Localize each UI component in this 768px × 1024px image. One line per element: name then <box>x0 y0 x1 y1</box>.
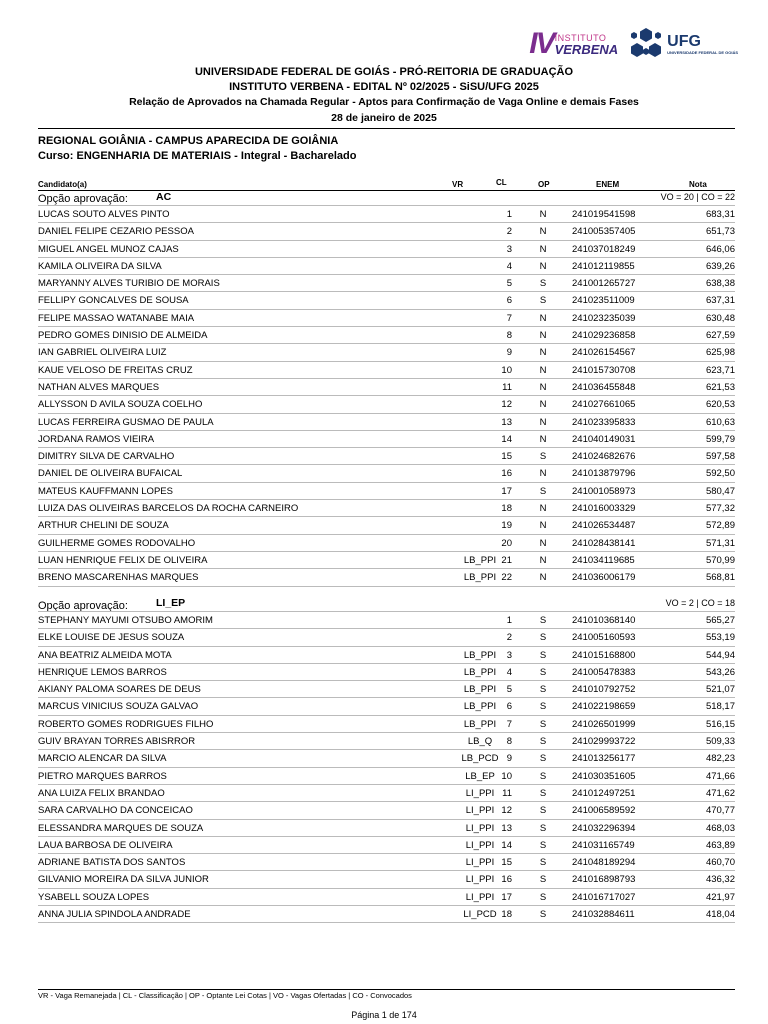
candidate-name: KAMILA OLIVEIRA DA SILVA <box>38 260 162 272</box>
optante: N <box>539 554 547 566</box>
table-row <box>38 361 735 378</box>
optante: S <box>539 718 547 730</box>
classificacao: 16 <box>501 468 512 480</box>
candidate-name: JORDANA RAMOS VIEIRA <box>38 433 155 445</box>
classificacao: 18 <box>501 503 512 515</box>
enem-number: 241022198659 <box>572 701 636 713</box>
optante: S <box>539 295 547 307</box>
classificacao: 17 <box>501 485 512 497</box>
table-row <box>38 646 735 663</box>
col-candidato: Candidato(a) <box>38 180 87 189</box>
nota: 638,38 <box>705 278 735 290</box>
ufg-name: UFG <box>667 32 701 50</box>
col-cl: CL <box>496 178 507 187</box>
enem-number: 241048189294 <box>572 857 636 869</box>
classificacao: 12 <box>501 805 512 817</box>
section-label: Opção aprovação: <box>38 600 128 612</box>
enem-number: 241005160593 <box>572 632 636 644</box>
classificacao: 7 <box>506 312 512 324</box>
section-vo-co: VO = 2 | CO = 18 <box>665 598 735 608</box>
candidate-name: ELESSANDRA MARQUES DE SOUZA <box>38 822 204 834</box>
enem-number: 241036006179 <box>572 572 636 584</box>
table-row <box>38 309 735 326</box>
optante: S <box>539 684 547 696</box>
table-row <box>38 905 735 923</box>
enem-number: 241016717027 <box>572 891 636 903</box>
section-title <box>38 191 735 205</box>
nota: 570,99 <box>705 554 735 566</box>
enem-number: 241010792752 <box>572 684 636 696</box>
classificacao: 13 <box>501 822 512 834</box>
candidate-name: STEPHANY MAYUMI OTSUBO AMORIM <box>38 615 213 626</box>
optante: N <box>539 468 547 480</box>
table-row <box>38 870 735 887</box>
optante: S <box>539 649 547 661</box>
classificacao: 17 <box>501 891 512 903</box>
optante: S <box>539 805 547 817</box>
enem-number: 241016003329 <box>572 503 636 515</box>
vaga-remanejada: LI_PPI <box>465 787 495 799</box>
nota: 621,53 <box>705 381 735 393</box>
nota: 568,81 <box>705 572 735 584</box>
course-title: Curso: ENGENHARIA DE MATERIAIS - Integral - Bacharelado <box>38 150 357 162</box>
candidate-name: HENRIQUE LEMOS BARROS <box>38 666 167 678</box>
nota: 625,98 <box>705 347 735 359</box>
candidate-name: DANIEL DE OLIVEIRA BUFAICAL <box>38 468 183 480</box>
table-row <box>38 715 735 732</box>
candidate-name: ELKE LOUISE DE JESUS SOUZA <box>38 632 185 644</box>
table-row <box>38 853 735 870</box>
optante: N <box>539 503 547 515</box>
enem-number: 241023235039 <box>572 312 636 324</box>
enem-number: 241024682676 <box>572 451 636 463</box>
optante: N <box>539 381 547 393</box>
enem-number: 241013879796 <box>572 468 636 480</box>
table-row <box>38 663 735 680</box>
section-code: AC <box>156 191 172 203</box>
optante: N <box>539 364 547 376</box>
vaga-remanejada: LI_PPI <box>465 805 495 817</box>
optante: N <box>539 260 547 272</box>
vaga-remanejada: LB_PPI <box>463 718 497 730</box>
col-vr: VR <box>452 180 464 189</box>
optante: N <box>539 330 547 342</box>
nota: 463,89 <box>705 839 735 851</box>
classificacao: 9 <box>506 347 512 359</box>
enem-number: 241027661065 <box>572 399 636 411</box>
classificacao: 3 <box>506 649 512 661</box>
optante: S <box>539 632 547 644</box>
candidate-name: ANA BEATRIZ ALMEIDA MOTA <box>38 649 172 661</box>
table-row <box>38 551 735 568</box>
enem-number: 241030351605 <box>572 770 636 782</box>
classificacao: 13 <box>501 416 512 428</box>
optante: S <box>539 857 547 869</box>
classificacao: 21 <box>501 554 512 566</box>
vaga-remanejada: LB_PPI <box>463 701 497 713</box>
classificacao: 22 <box>501 572 512 584</box>
optante: N <box>539 399 547 411</box>
enem-number: 241032884611 <box>572 909 635 921</box>
candidate-name: MARCUS VINICIUS SOUZA GALVAO <box>38 701 199 713</box>
vaga-remanejada: LI_PPI <box>465 822 495 834</box>
classificacao: 4 <box>506 666 512 678</box>
table-row <box>38 697 735 714</box>
table-row <box>38 395 735 412</box>
enem-number: 241015168800 <box>572 649 636 661</box>
classificacao: 6 <box>506 295 512 307</box>
candidate-name: KAUE VELOSO DE FREITAS CRUZ <box>38 364 193 376</box>
footer-legend: VR - Vaga Remanejada | CL - Classificação | OP - Optante Lei Cotas | VO - Vagas Ofertadas | CO - Convocados <box>38 991 412 1000</box>
enem-number: 241026534487 <box>572 520 636 532</box>
enem-number: 241028438141 <box>572 537 636 549</box>
enem-number: 241005478383 <box>572 666 636 678</box>
optante: S <box>539 666 547 678</box>
vaga-remanejada: LB_PPI <box>463 649 497 661</box>
table-row <box>38 482 735 499</box>
optante: S <box>539 909 547 921</box>
table-row <box>38 499 735 516</box>
nota: 599,79 <box>705 433 735 445</box>
vaga-remanejada: LI_PPI <box>465 857 495 869</box>
optante: S <box>539 839 547 851</box>
candidate-name: LAUA BARBOSA DE OLIVEIRA <box>38 839 173 851</box>
candidate-name: SARA CARVALHO DA CONCEICAO <box>38 805 193 817</box>
classificacao: 20 <box>501 537 512 549</box>
enem-number: 241016898793 <box>572 874 636 886</box>
candidate-name: LUAN HENRIQUE FELIX DE OLIVEIRA <box>38 554 208 566</box>
candidate-name: GILVANIO MOREIRA DA SILVA JUNIOR <box>38 874 209 886</box>
nota: 468,03 <box>705 822 735 834</box>
nota: 518,17 <box>705 701 735 713</box>
nota: 683,31 <box>705 209 735 220</box>
vaga-remanejada: LI_PCD <box>463 909 497 921</box>
optante: S <box>539 787 547 799</box>
logo-instituto-text: INSTITUTO <box>554 32 607 43</box>
page-number: Página 1 de 174 <box>351 1010 417 1020</box>
classificacao: 2 <box>506 632 512 644</box>
optante: S <box>539 753 547 765</box>
candidate-name: FELLIPY GONCALVES DE SOUSA <box>38 295 189 307</box>
header-date: 28 de janeiro de 2025 <box>331 112 437 124</box>
optante: S <box>539 485 547 497</box>
table-row <box>38 819 735 836</box>
table-row <box>38 378 735 395</box>
nota: 637,31 <box>705 295 735 307</box>
nota: 571,31 <box>705 537 735 549</box>
optante: N <box>539 312 547 324</box>
nota: 553,19 <box>705 632 735 644</box>
table-row <box>38 534 735 551</box>
candidate-list <box>38 611 735 923</box>
nota: 470,77 <box>705 805 735 817</box>
enem-number: 241037018249 <box>572 243 636 255</box>
table-row <box>38 326 735 343</box>
vaga-remanejada: LB_Q <box>467 736 493 748</box>
optante: N <box>539 433 547 445</box>
classificacao: 16 <box>501 874 512 886</box>
header-line-2: INSTITUTO VERBENA - EDITAL Nº 02/2025 - SiSU/UFG 2025 <box>229 81 539 93</box>
optante: S <box>539 615 547 626</box>
table-row <box>38 611 735 628</box>
classificacao: 10 <box>501 770 512 782</box>
nota: 651,73 <box>705 226 735 238</box>
enem-number: 241001058973 <box>572 485 636 497</box>
optante: S <box>539 891 547 903</box>
nota: 592,50 <box>705 468 735 480</box>
classificacao: 1 <box>506 209 512 220</box>
candidate-name: ROBERTO GOMES RODRIGUES FILHO <box>38 718 214 730</box>
classificacao: 3 <box>506 243 512 255</box>
classificacao: 1 <box>506 615 512 626</box>
col-nota: Nota <box>689 180 707 189</box>
optante: S <box>539 451 547 463</box>
header-line-3: Relação de Aprovados na Chamada Regular - Aptos para Confirmação de Vaga Online e demais Fases <box>129 96 639 108</box>
nota: 597,58 <box>705 451 735 463</box>
section-li-ep <box>38 597 735 923</box>
classificacao: 6 <box>506 701 512 713</box>
vaga-remanejada: LB_PPI <box>463 684 497 696</box>
candidate-name: NATHAN ALVES MARQUES <box>38 381 160 393</box>
classificacao: 11 <box>502 787 512 799</box>
nota: 471,62 <box>705 787 735 799</box>
regional-title: REGIONAL GOIÂNIA - CAMPUS APARECIDA DE GOIÂNIA <box>38 135 339 147</box>
enem-number: 241013256177 <box>572 753 636 765</box>
classificacao: 7 <box>506 718 512 730</box>
header-logos <box>529 24 738 64</box>
section-ac <box>38 191 735 587</box>
col-enem: ENEM <box>596 180 620 189</box>
nota: 565,27 <box>705 615 735 626</box>
col-op: OP <box>538 180 550 189</box>
classificacao: 15 <box>501 451 512 463</box>
nota: 516,15 <box>705 718 735 730</box>
nota: 627,59 <box>705 330 735 342</box>
ufg-logo <box>628 26 738 62</box>
enem-number: 241015730708 <box>572 364 636 376</box>
candidate-name: ANNA JULIA SPINDOLA ANDRADE <box>38 909 191 921</box>
classificacao: 4 <box>506 260 512 272</box>
section-vo-co: VO = 20 | CO = 22 <box>660 192 735 202</box>
table-row <box>38 205 735 222</box>
candidate-name: LUIZA DAS OLIVEIRAS BARCELOS DA ROCHA CARNEIRO <box>38 503 299 515</box>
classificacao: 8 <box>506 736 512 748</box>
section-code: LI_EP <box>156 597 186 609</box>
optante: N <box>539 537 547 549</box>
table-row <box>38 836 735 853</box>
vaga-remanejada: LB_PCD <box>461 753 499 765</box>
vaga-remanejada: LI_PPI <box>465 839 495 851</box>
nota: 623,71 <box>705 364 735 376</box>
table-row <box>38 274 735 291</box>
header-line-1: UNIVERSIDADE FEDERAL DE GOIÁS - PRÓ-REITORIA DE GRADUAÇÃO <box>194 66 574 78</box>
vaga-remanejada: LB_PPI <box>463 666 497 678</box>
nota: 418,04 <box>705 909 735 921</box>
enem-number: 241029236858 <box>572 330 636 342</box>
enem-number: 241029993722 <box>572 736 636 748</box>
optante: N <box>539 416 547 428</box>
divider <box>38 128 735 129</box>
table-row <box>38 447 735 464</box>
optante: S <box>539 736 547 748</box>
table-row <box>38 732 735 749</box>
enem-number: 241012497251 <box>572 787 636 799</box>
table-row <box>38 343 735 360</box>
candidate-name: IAN GABRIEL OLIVEIRA LUIZ <box>38 347 167 359</box>
nota: 580,47 <box>705 485 735 497</box>
table-row <box>38 516 735 533</box>
classificacao: 5 <box>506 684 512 696</box>
enem-number: 241023395833 <box>572 416 636 428</box>
nota: 646,06 <box>705 243 735 255</box>
classificacao: 15 <box>501 857 512 869</box>
vaga-remanejada: LB_PPI <box>463 572 497 584</box>
optante: S <box>539 770 547 782</box>
ufg-subtitle: UNIVERSIDADE FEDERAL DE GOIÁS <box>667 49 738 55</box>
classificacao: 14 <box>501 839 512 851</box>
candidate-name: AKIANY PALOMA SOARES DE DEUS <box>38 684 201 696</box>
nota: 577,32 <box>705 503 735 515</box>
table-row <box>38 767 735 784</box>
enem-number: 241023511009 <box>572 295 635 307</box>
candidate-name: ANA LUIZA FELIX BRANDAO <box>38 787 165 799</box>
optante: N <box>539 243 547 255</box>
nota: 471,66 <box>705 770 735 782</box>
classificacao: 19 <box>501 520 512 532</box>
table-row <box>38 888 735 905</box>
enem-number: 241012119855 <box>572 260 635 272</box>
enem-number: 241040149031 <box>572 433 636 445</box>
enem-number: 241034119685 <box>572 554 635 566</box>
nota: 572,89 <box>705 520 735 532</box>
optante: S <box>539 701 547 713</box>
classificacao: 14 <box>501 433 512 445</box>
candidate-name: YSABELL SOUZA LOPES <box>38 891 150 903</box>
nota: 509,33 <box>705 736 735 748</box>
column-headers <box>0 178 768 190</box>
divider <box>38 989 735 990</box>
vaga-remanejada: LI_PPI <box>465 891 495 903</box>
classificacao: 5 <box>506 278 512 290</box>
enem-number: 241026154567 <box>572 347 636 359</box>
section-title <box>38 597 735 611</box>
candidate-list <box>38 205 735 587</box>
optante: N <box>539 520 547 532</box>
nota: 620,53 <box>705 399 735 411</box>
candidate-name: LUCAS FERREIRA GUSMAO DE PAULA <box>38 416 214 428</box>
table-row <box>38 680 735 697</box>
table-row <box>38 257 735 274</box>
optante: N <box>539 572 547 584</box>
nota: 460,70 <box>705 857 735 869</box>
candidate-name: FELIPE MASSAO WATANABE MAIA <box>38 312 195 324</box>
nota: 543,26 <box>705 666 735 678</box>
nota: 544,94 <box>705 649 735 661</box>
candidate-name: DIMITRY SILVA DE CARVALHO <box>38 451 175 463</box>
optante: N <box>539 347 547 359</box>
vaga-remanejada: LI_PPI <box>465 874 495 886</box>
candidate-name: PEDRO GOMES DINISIO DE ALMEIDA <box>38 330 208 342</box>
enem-number: 241001265727 <box>572 278 636 290</box>
table-row <box>38 222 735 239</box>
nota: 639,26 <box>705 260 735 272</box>
section-label: Opção aprovação: <box>38 193 128 205</box>
logo-verbena-text: VERBENA <box>554 41 619 57</box>
classificacao: 10 <box>501 364 512 376</box>
classificacao: 11 <box>502 381 512 393</box>
enem-number: 241031165749 <box>572 839 635 851</box>
classificacao: 9 <box>506 753 512 765</box>
candidate-name: DANIEL FELIPE CEZARIO PESSOA <box>38 226 194 238</box>
nota: 521,07 <box>705 684 735 696</box>
candidate-name: BRENO MASCARENHAS MARQUES <box>38 572 199 584</box>
table-row <box>38 801 735 818</box>
candidate-name: PIETRO MARQUES BARROS <box>38 770 167 782</box>
enem-number: 241010368140 <box>572 615 636 626</box>
optante: S <box>539 822 547 834</box>
table-row <box>38 784 735 801</box>
table-row <box>38 628 735 645</box>
candidate-name: LUCAS SOUTO ALVES PINTO <box>38 209 170 220</box>
optante: S <box>539 278 547 290</box>
optante: N <box>539 209 547 220</box>
enem-number: 241006589592 <box>572 805 636 817</box>
candidate-name: MARCIO ALENCAR DA SILVA <box>38 753 167 765</box>
candidate-name: ALLYSSON D AVILA SOUZA COELHO <box>38 399 203 411</box>
nota: 421,97 <box>705 891 735 903</box>
candidate-name: GUIV BRAYAN TORRES ABISRROR <box>38 736 196 748</box>
classificacao: 2 <box>506 226 512 238</box>
table-row <box>38 464 735 481</box>
table-row <box>38 413 735 430</box>
optante: S <box>539 874 547 886</box>
nota: 630,48 <box>705 312 735 324</box>
candidate-name: MIGUEL ANGEL MUNOZ CAJAS <box>38 243 179 255</box>
table-row <box>38 430 735 447</box>
ufg-hexagon-icon <box>628 26 664 62</box>
candidate-name: ADRIANE BATISTA DOS SANTOS <box>38 857 186 869</box>
table-row <box>38 568 735 586</box>
table-row <box>38 240 735 257</box>
vaga-remanejada: LB_EP <box>465 770 495 782</box>
candidate-name: GUILHERME GOMES RODOVALHO <box>38 537 196 549</box>
candidate-name: MATEUS KAUFFMANN LOPES <box>38 485 173 497</box>
classificacao: 18 <box>501 909 512 921</box>
nota: 436,32 <box>705 874 735 886</box>
nota: 610,63 <box>705 416 735 428</box>
enem-number: 241036455848 <box>572 381 636 393</box>
nota: 482,23 <box>705 753 735 765</box>
enem-number: 241032296394 <box>572 822 636 834</box>
candidate-name: ARTHUR CHELINI DE SOUZA <box>38 520 169 532</box>
optante: N <box>539 226 547 238</box>
candidate-name: MARYANNY ALVES TURIBIO DE MORAIS <box>38 278 220 290</box>
instituto-verbena-logo <box>529 29 618 59</box>
vaga-remanejada: LB_PPI <box>463 554 497 566</box>
enem-number: 241005357405 <box>572 226 636 238</box>
enem-number: 241019541598 <box>572 209 636 220</box>
classificacao: 8 <box>506 330 512 342</box>
enem-number: 241026501999 <box>572 718 636 730</box>
table-row <box>38 291 735 308</box>
iv-mark: IV <box>529 27 554 60</box>
classificacao: 12 <box>501 399 512 411</box>
table-row <box>38 749 735 766</box>
